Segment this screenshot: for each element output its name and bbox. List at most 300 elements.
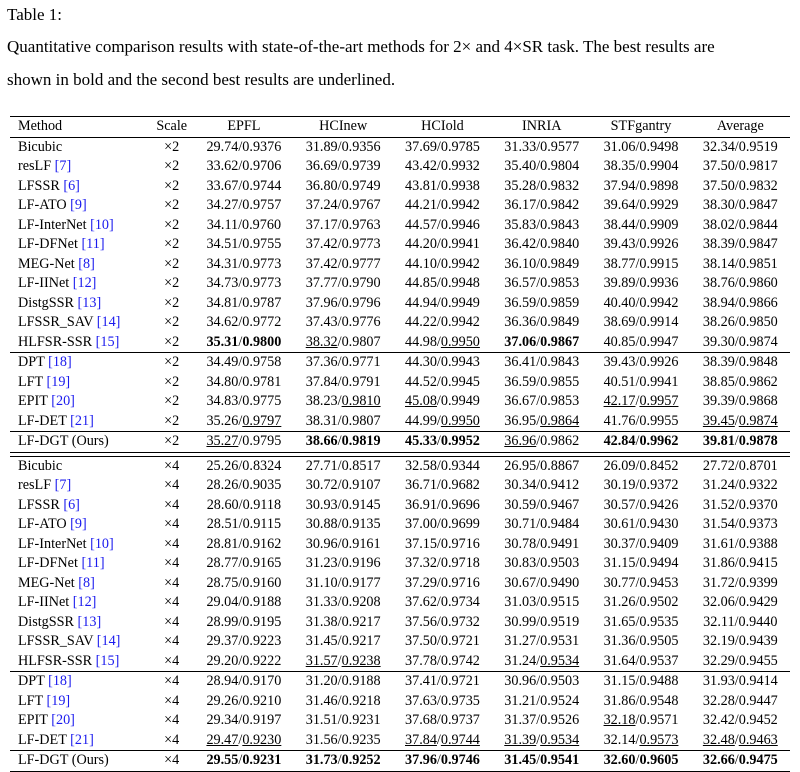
scale-cell: ×2 [164, 177, 180, 194]
method-name: LFSSR [6] [18, 177, 80, 194]
hcinew-cell: 30.72/0.9107 [305, 477, 381, 493]
hciold-cell: 44.21/0.9942 [405, 197, 480, 213]
table-row [10, 476, 790, 496]
method-name: LF-DET [21] [18, 731, 94, 748]
hcinew-cell: 31.56/0.9235 [305, 731, 381, 748]
average-cell: 37.50/0.9832 [702, 177, 778, 194]
citation-link[interactable]: [13] [77, 613, 102, 630]
average-cell: 31.54/0.9373 [702, 516, 778, 532]
hciold-cell: 43.81/0.9938 [405, 177, 480, 194]
table-row [10, 496, 790, 516]
epfl-cell: 25.26/0.8324 [194, 456, 293, 476]
hciold-cell: 37.69/0.9785 [405, 138, 480, 155]
inria-cell: 30.71/0.9484 [504, 516, 580, 532]
stfgantry-cell: 40.85/0.9947 [603, 333, 679, 350]
hciold-cell: 44.20/0.9941 [405, 236, 480, 252]
method-name: DPT [18] [10, 672, 149, 692]
inria-cell: 30.96/0.9503 [492, 672, 591, 692]
scale-cell: ×4 [164, 692, 180, 709]
average-cell: 31.86/0.9415 [702, 555, 778, 571]
average-cell: 32.19/0.9439 [702, 633, 778, 649]
table-row [10, 711, 790, 731]
hcinew-cell: 31.20/0.9188 [294, 672, 393, 692]
epfl-cell: 33.62/0.9706 [206, 158, 282, 174]
epfl-cell: 29.20/0.9222 [206, 652, 282, 669]
stfgantry-cell: 41.76/0.9955 [603, 412, 679, 429]
citation-link[interactable]: [6] [63, 496, 80, 513]
table-row [10, 692, 790, 712]
table-row [10, 613, 790, 633]
citation-link[interactable]: [15] [95, 652, 120, 669]
scale-cell: ×2 [164, 236, 180, 252]
citation-link[interactable]: [20] [51, 712, 75, 728]
table-row [10, 313, 790, 333]
inria-cell: 30.78/0.9491 [504, 535, 580, 552]
hciold-cell: 37.32/0.9718 [405, 555, 480, 571]
results-table [10, 116, 790, 772]
average-cell: 38.02/0.9844 [702, 216, 778, 233]
method-name: resLF [7] [18, 477, 72, 493]
stfgantry-cell: 31.86/0.9548 [603, 692, 679, 709]
method-name: LF-IINet [12] [18, 594, 97, 610]
stfgantry-cell: 30.19/0.9372 [603, 477, 679, 493]
scale-cell: ×2 [164, 275, 180, 291]
inria-cell: 36.36/0.9849 [504, 314, 580, 330]
epfl-cell: 34.49/0.9758 [194, 353, 293, 373]
average-cell: 39.45/0.9874 [702, 412, 778, 429]
table-row [10, 216, 790, 236]
table-row [10, 515, 790, 535]
column-header-average: Average [691, 117, 790, 138]
citation-link[interactable]: [12] [72, 275, 97, 291]
epfl-cell: 34.81/0.9787 [206, 294, 282, 311]
method-name: LF-InterNet [10] [18, 216, 114, 233]
hciold-cell: 36.71/0.9682 [405, 477, 480, 493]
average-cell: 31.24/0.9322 [702, 477, 778, 493]
method-name: HLFSR-SSR [15] [18, 652, 120, 669]
stfgantry-cell: 40.51/0.9941 [603, 373, 679, 390]
citation-link[interactable]: [19] [46, 692, 71, 709]
epfl-cell: 29.47/0.9230 [206, 731, 282, 748]
stfgantry-cell: 31.36/0.9505 [603, 633, 679, 649]
stfgantry-cell: 39.89/0.9936 [603, 275, 679, 291]
table-row [10, 652, 790, 672]
citation-link[interactable]: [19] [46, 373, 71, 390]
table-row [10, 672, 790, 692]
average-cell: 38.26/0.9850 [702, 314, 778, 330]
average-cell: 31.61/0.9388 [702, 535, 778, 552]
scale-cell: ×2 [149, 432, 194, 453]
inria-cell: 31.03/0.9515 [504, 594, 580, 610]
stfgantry-cell: 42.84/0.9962 [591, 432, 690, 453]
stfgantry-cell: 38.69/0.9914 [603, 314, 679, 330]
average-cell: 39.30/0.9874 [702, 333, 778, 350]
hcinew-cell: 30.96/0.9161 [305, 535, 381, 552]
citation-link[interactable]: [6] [63, 177, 80, 194]
table-row [10, 333, 790, 353]
hcinew-cell: 38.31/0.9807 [305, 412, 381, 429]
table-row [10, 593, 790, 613]
hcinew-cell: 31.33/0.9208 [305, 594, 381, 610]
scale-cell: ×4 [164, 574, 180, 591]
epfl-cell: 35.27/0.9795 [194, 432, 293, 453]
hciold-cell: 44.52/0.9945 [405, 373, 480, 390]
caption-line-2: shown in bold and the second best results are underlined. [7, 70, 396, 89]
hcinew-cell: 37.77/0.9790 [305, 275, 381, 291]
scale-cell: ×4 [164, 712, 180, 728]
scale-cell: ×4 [164, 477, 180, 493]
stfgantry-cell: 30.61/0.9430 [603, 516, 679, 532]
method-name: LF-DGT (Ours) [10, 751, 149, 772]
hciold-cell: 32.58/0.9344 [393, 456, 492, 476]
header-row [10, 117, 790, 138]
table-row [10, 535, 790, 555]
method-name: LF-DET [21] [18, 412, 94, 429]
citation-link[interactable]: [14] [96, 633, 121, 649]
hciold-cell: 37.62/0.9734 [405, 594, 480, 610]
scale-cell: ×2 [164, 393, 180, 409]
average-cell: 39.81/0.9878 [691, 432, 790, 453]
hcinew-cell: 31.38/0.9217 [305, 613, 381, 630]
citation-link[interactable]: [20] [51, 393, 75, 409]
method-name: LF-DFNet [11] [18, 236, 105, 252]
table-row [10, 235, 790, 255]
epfl-cell: 28.99/0.9195 [206, 613, 282, 630]
hciold-cell: 44.57/0.9946 [405, 216, 480, 233]
average-cell: 32.42/0.9452 [702, 712, 778, 728]
method-name: EPIT [20] [18, 712, 75, 728]
hcinew-cell: 37.24/0.9767 [305, 197, 381, 213]
table-row [10, 392, 790, 412]
method-name: LFT [19] [18, 373, 71, 390]
average-cell: 32.29/0.9455 [702, 652, 778, 669]
table-label: Table 1: [7, 5, 62, 24]
method-name: resLF [7] [18, 158, 72, 174]
hcinew-cell: 38.32/0.9807 [305, 333, 381, 350]
inria-cell: 36.42/0.9840 [504, 236, 580, 252]
inria-cell: 35.40/0.9804 [504, 158, 580, 174]
citation-link[interactable]: [8] [78, 255, 95, 272]
stfgantry-cell: 30.57/0.9426 [603, 496, 679, 513]
method-name: LF-InterNet [10] [18, 535, 114, 552]
inria-cell: 31.27/0.9531 [504, 633, 580, 649]
stfgantry-cell: 37.94/0.9898 [603, 177, 679, 194]
inria-cell: 30.34/0.9412 [504, 477, 580, 493]
hcinew-cell: 31.45/0.9217 [305, 633, 381, 649]
scale-cell: ×4 [164, 731, 180, 748]
hciold-cell: 37.84/0.9744 [405, 731, 480, 748]
average-cell: 32.28/0.9447 [702, 692, 778, 709]
table-row [10, 157, 790, 177]
method-name: LFT [19] [18, 692, 71, 709]
stfgantry-cell: 31.15/0.9494 [603, 555, 679, 571]
epfl-cell: 34.27/0.9757 [206, 197, 282, 213]
hcinew-cell: 31.23/0.9196 [305, 555, 381, 571]
method-name: LF-DGT (Ours) [10, 432, 149, 453]
method-name: DPT [18] [10, 353, 149, 373]
epfl-cell: 29.04/0.9188 [206, 594, 282, 610]
hciold-cell: 37.63/0.9735 [405, 692, 480, 709]
stfgantry-cell: 31.64/0.9537 [603, 652, 679, 669]
table-row-ours [10, 432, 790, 453]
citation-link[interactable]: [21] [70, 412, 94, 429]
scale-cell: ×2 [164, 314, 180, 330]
average-cell: 32.48/0.9463 [702, 731, 778, 748]
hciold-cell: 44.99/0.9950 [405, 412, 480, 429]
hciold-cell: 44.22/0.9942 [405, 314, 480, 330]
inria-cell: 26.95/0.8867 [492, 456, 591, 476]
epfl-cell: 28.81/0.9162 [206, 535, 282, 552]
epfl-cell: 34.11/0.9760 [206, 216, 282, 233]
stfgantry-cell: 42.17/0.9957 [603, 393, 679, 409]
stfgantry-cell: 31.06/0.9498 [603, 138, 679, 155]
epfl-cell: 28.51/0.9115 [206, 516, 282, 532]
table-row [10, 373, 790, 393]
hcinew-cell: 31.51/0.9231 [305, 712, 381, 728]
average-cell: 38.30/0.9847 [702, 197, 778, 213]
epfl-cell: 28.60/0.9118 [206, 496, 282, 513]
table-row [10, 294, 790, 314]
inria-cell: 36.95/0.9864 [504, 412, 580, 429]
hciold-cell: 44.10/0.9942 [405, 255, 480, 272]
column-header-scale: Scale [149, 117, 194, 138]
hciold-cell: 37.78/0.9742 [405, 652, 480, 669]
table-row [10, 177, 790, 197]
epfl-cell: 28.75/0.9160 [206, 574, 282, 591]
scale-cell: ×4 [164, 516, 180, 532]
epfl-cell: 29.74/0.9376 [206, 138, 282, 155]
average-cell: 38.39/0.9848 [691, 353, 790, 373]
hciold-cell: 45.08/0.9949 [405, 393, 480, 409]
epfl-cell: 33.67/0.9744 [206, 177, 282, 194]
scale-cell: ×4 [149, 456, 194, 476]
scale-cell: ×4 [164, 535, 180, 552]
citation-link[interactable]: [18] [48, 673, 72, 689]
hcinew-cell: 31.46/0.9218 [305, 692, 381, 709]
inria-cell: 35.28/0.9832 [504, 177, 580, 194]
method-name: DistgSSR [13] [18, 613, 102, 630]
stfgantry-cell: 39.43/0.9926 [591, 353, 690, 373]
epfl-cell: 29.26/0.9210 [206, 692, 282, 709]
hciold-cell: 37.00/0.9699 [405, 516, 480, 532]
average-cell: 38.94/0.9866 [702, 294, 778, 311]
table-row [10, 554, 790, 574]
citation-link[interactable]: [10] [90, 216, 114, 233]
inria-cell: 36.96/0.9862 [492, 432, 591, 453]
epfl-cell: 28.77/0.9165 [206, 555, 282, 571]
hcinew-cell: 37.42/0.9773 [305, 236, 381, 252]
method-name: LFSSR_SAV [14] [18, 633, 121, 649]
scale-cell: ×4 [164, 633, 180, 649]
method-name: MEG-Net [8] [18, 255, 95, 272]
hciold-cell: 44.85/0.9948 [405, 275, 480, 291]
inria-cell: 36.10/0.9849 [504, 255, 580, 272]
hciold-cell: 44.94/0.9949 [405, 294, 480, 311]
method-name: Bicubic [10, 456, 149, 476]
column-header-method: Method [10, 117, 149, 138]
citation-link[interactable]: [21] [70, 731, 94, 748]
scale-cell: ×2 [164, 255, 180, 272]
stfgantry-cell: 30.77/0.9453 [603, 574, 679, 591]
stfgantry-cell: 31.26/0.9502 [603, 594, 679, 610]
average-cell: 32.11/0.9440 [703, 613, 778, 630]
epfl-cell: 34.73/0.9773 [206, 275, 282, 291]
citation-link[interactable]: [9] [70, 197, 87, 213]
hcinew-cell: 31.57/0.9238 [305, 652, 381, 669]
inria-cell: 36.17/0.9842 [504, 197, 580, 213]
hcinew-cell: 38.23/0.9810 [305, 393, 381, 409]
inria-cell: 31.45/0.9541 [492, 751, 591, 772]
table-row [10, 632, 790, 652]
average-cell: 31.93/0.9414 [691, 672, 790, 692]
scale-cell: ×2 [164, 333, 180, 350]
epfl-cell: 34.31/0.9773 [206, 255, 282, 272]
epfl-cell: 29.34/0.9197 [206, 712, 282, 728]
average-cell: 27.72/0.8701 [691, 456, 790, 476]
citation-link[interactable]: [7] [54, 477, 72, 493]
hcinew-cell: 37.36/0.9771 [294, 353, 393, 373]
epfl-cell: 35.31/0.9800 [206, 333, 282, 350]
average-cell: 32.06/0.9429 [702, 594, 778, 610]
hcinew-cell: 36.69/0.9739 [305, 158, 381, 174]
method-name: Bicubic [18, 138, 63, 155]
scale-cell: ×2 [164, 412, 180, 429]
scale-cell: ×2 [149, 353, 194, 373]
method-name: EPIT [20] [18, 393, 75, 409]
hcinew-cell: 37.42/0.9777 [305, 255, 381, 272]
hcinew-cell: 37.96/0.9796 [305, 294, 381, 311]
inria-cell: 37.06/0.9867 [504, 333, 580, 350]
scale-cell: ×4 [149, 672, 194, 692]
hciold-cell: 36.91/0.9696 [405, 496, 480, 513]
citation-link[interactable]: [18] [48, 354, 72, 370]
scale-cell: ×2 [164, 158, 180, 174]
inria-cell: 31.39/0.9534 [504, 731, 580, 748]
average-cell: 39.39/0.9868 [702, 393, 778, 409]
hciold-cell: 43.42/0.9932 [405, 158, 480, 174]
scale-cell: ×2 [164, 197, 180, 213]
column-header-stfgantry: STFgantry [591, 117, 690, 138]
hciold-cell: 44.30/0.9943 [393, 353, 492, 373]
citation-link[interactable]: [9] [70, 516, 87, 532]
hcinew-cell: 36.80/0.9749 [305, 177, 381, 194]
inria-cell: 36.59/0.9859 [504, 294, 580, 311]
average-cell: 38.85/0.9862 [702, 373, 778, 390]
epfl-cell: 28.26/0.9035 [206, 477, 282, 493]
hcinew-cell: 37.17/0.9763 [305, 216, 381, 233]
scale-cell: ×4 [149, 751, 194, 772]
hcinew-cell: 31.89/0.9356 [305, 138, 381, 155]
table-row [10, 731, 790, 751]
average-cell: 37.50/0.9817 [702, 158, 778, 174]
column-header-hcinew: HCInew [294, 117, 393, 138]
method-name: LF-ATO [9] [18, 197, 87, 213]
table-row [10, 274, 790, 294]
scale-cell: ×4 [164, 613, 180, 630]
inria-cell: 30.99/0.9519 [504, 613, 580, 630]
stfgantry-cell: 38.77/0.9915 [603, 255, 679, 272]
stfgantry-cell: 26.09/0.8452 [591, 456, 690, 476]
stfgantry-cell: 38.44/0.9909 [603, 216, 679, 233]
scale-cell: ×2 [164, 216, 180, 233]
hcinew-cell: 30.88/0.9135 [305, 516, 381, 532]
scale-cell: ×4 [164, 496, 180, 513]
inria-cell: 36.67/0.9853 [504, 393, 580, 409]
citation-link[interactable]: [13] [77, 294, 102, 311]
citation-link[interactable]: [11] [81, 236, 105, 252]
inria-cell: 30.59/0.9467 [504, 496, 580, 513]
epfl-cell: 29.37/0.9223 [206, 633, 282, 649]
inria-cell: 31.21/0.9524 [504, 692, 580, 709]
average-cell: 32.66/0.9475 [691, 751, 790, 772]
stfgantry-cell: 31.15/0.9488 [591, 672, 690, 692]
citation-link[interactable]: [7] [54, 158, 72, 174]
epfl-cell: 34.80/0.9781 [206, 373, 282, 390]
epfl-cell: 34.51/0.9755 [206, 236, 282, 252]
hcinew-cell: 30.93/0.9145 [305, 496, 381, 513]
stfgantry-cell: 32.60/0.9605 [591, 751, 690, 772]
stfgantry-cell: 39.64/0.9929 [603, 197, 679, 213]
hciold-cell: 37.68/0.9737 [405, 712, 480, 728]
stfgantry-cell: 32.18/0.9571 [603, 712, 679, 728]
inria-cell: 36.41/0.9843 [492, 353, 591, 373]
citation-link[interactable]: [8] [78, 574, 95, 591]
hciold-cell: 37.15/0.9716 [405, 535, 480, 552]
scale-cell: ×4 [164, 594, 180, 610]
method-name: LFSSR_SAV [14] [18, 314, 121, 330]
hciold-cell: 37.41/0.9721 [393, 672, 492, 692]
method-name: LFSSR [6] [18, 496, 80, 513]
method-name: LF-DFNet [11] [18, 555, 105, 571]
inria-cell: 31.37/0.9526 [504, 712, 580, 728]
stfgantry-cell: 40.40/0.9942 [603, 294, 679, 311]
citation-link[interactable]: [12] [72, 594, 97, 610]
inria-cell: 36.59/0.9855 [504, 373, 580, 390]
table-body [10, 137, 790, 771]
epfl-cell: 34.83/0.9775 [206, 393, 282, 409]
scale-cell: ×4 [164, 555, 180, 571]
inria-cell: 30.83/0.9503 [504, 555, 580, 571]
hcinew-cell: 27.71/0.8517 [294, 456, 393, 476]
method-name: DistgSSR [13] [18, 294, 102, 311]
citation-link[interactable]: [10] [90, 535, 114, 552]
stfgantry-cell: 30.37/0.9409 [603, 535, 679, 552]
epfl-cell: 35.26/0.9797 [206, 412, 282, 429]
hcinew-cell: 37.43/0.9776 [305, 314, 381, 330]
column-header-hciold: HCIold [393, 117, 492, 138]
epfl-cell: 29.55/0.9231 [194, 751, 293, 772]
stfgantry-cell: 38.35/0.9904 [603, 158, 679, 174]
hciold-cell: 44.98/0.9950 [405, 333, 480, 350]
inria-cell: 30.67/0.9490 [504, 574, 580, 591]
inria-cell: 31.24/0.9534 [504, 652, 580, 669]
hciold-cell: 37.29/0.9716 [405, 574, 480, 591]
inria-cell: 36.57/0.9853 [504, 275, 580, 291]
citation-link[interactable]: [11] [81, 555, 105, 571]
citation-link[interactable]: [15] [95, 333, 120, 350]
average-cell: 38.14/0.9851 [702, 255, 778, 272]
method-name: HLFSR-SSR [15] [18, 333, 120, 350]
column-header-epfl: EPFL [194, 117, 293, 138]
table-row [10, 137, 790, 157]
hcinew-cell: 37.84/0.9791 [305, 373, 381, 390]
stfgantry-cell: 39.43/0.9926 [603, 236, 679, 252]
hciold-cell: 45.33/0.9952 [393, 432, 492, 453]
stfgantry-cell: 31.65/0.9535 [603, 613, 679, 630]
citation-link[interactable]: [14] [96, 314, 121, 330]
epfl-cell: 34.62/0.9772 [206, 314, 282, 330]
method-name: MEG-Net [8] [18, 574, 95, 591]
